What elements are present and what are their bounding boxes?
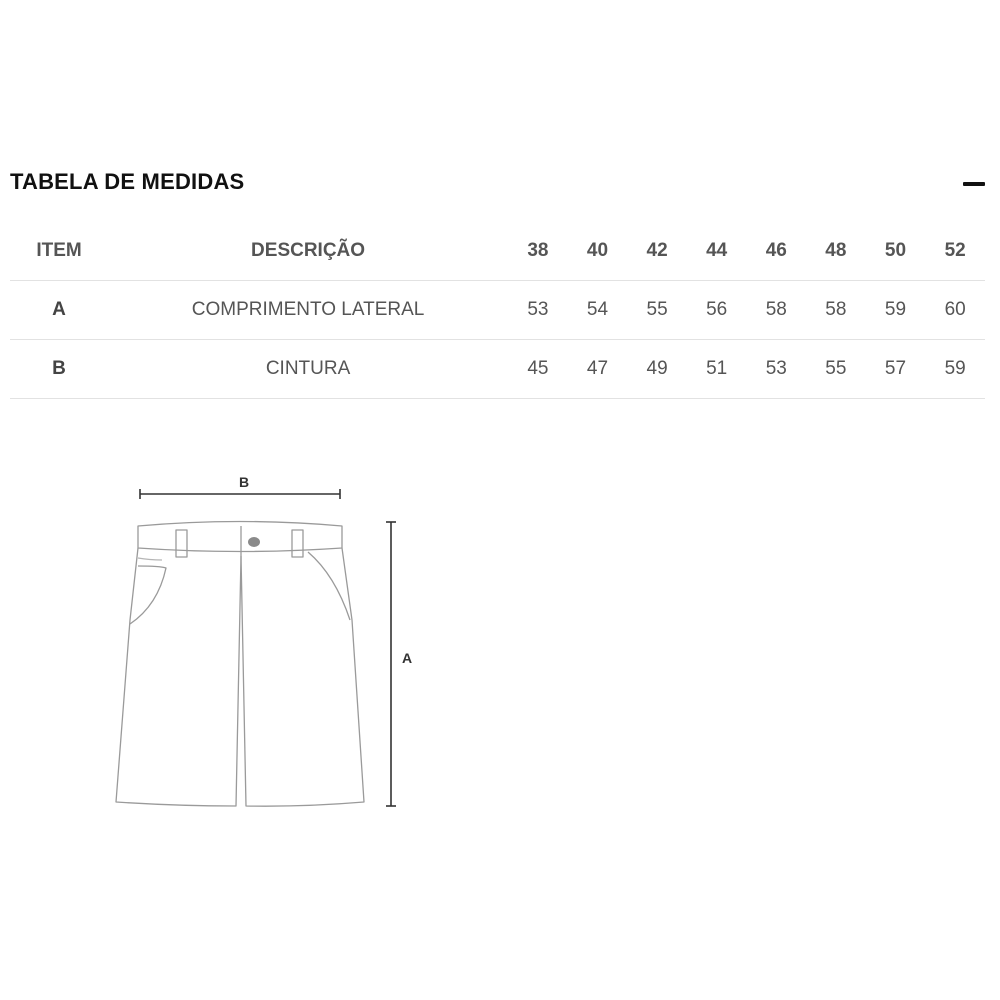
table-cell: 57 xyxy=(866,340,926,399)
column-header: 44 xyxy=(687,222,747,281)
shorts-outline xyxy=(116,522,364,807)
table-cell: 53 xyxy=(508,281,568,340)
row-item: A xyxy=(10,281,108,340)
table-cell: 56 xyxy=(687,281,747,340)
size-table xyxy=(10,222,985,399)
table-cell: 45 xyxy=(508,340,568,399)
table-cell: 54 xyxy=(568,281,628,340)
width-label: B xyxy=(238,474,250,490)
column-header: 52 xyxy=(925,222,985,281)
table-cell: 55 xyxy=(627,281,687,340)
length-dimension xyxy=(386,522,412,806)
table-cell: 49 xyxy=(627,340,687,399)
table-cell: 59 xyxy=(866,281,926,340)
table-cell: 47 xyxy=(568,340,628,399)
column-header: 40 xyxy=(568,222,628,281)
column-header: 48 xyxy=(806,222,866,281)
row-description: COMPRIMENTO LATERAL xyxy=(108,281,508,340)
row-description: CINTURA xyxy=(108,340,508,399)
length-label: A xyxy=(401,650,413,666)
table-cell: 58 xyxy=(806,281,866,340)
table-row xyxy=(10,340,985,399)
table-header-row xyxy=(10,222,985,281)
table-cell: 51 xyxy=(687,340,747,399)
table-cell: 55 xyxy=(806,340,866,399)
minus-icon[interactable] xyxy=(963,182,985,186)
shorts-diagram xyxy=(100,460,440,820)
button-icon xyxy=(248,537,260,547)
width-dimension xyxy=(140,474,340,499)
table-cell: 60 xyxy=(925,281,985,340)
row-item: B xyxy=(10,340,108,399)
table-row xyxy=(10,281,985,340)
table-cell: 59 xyxy=(925,340,985,399)
column-header: 50 xyxy=(866,222,926,281)
column-header: 38 xyxy=(508,222,568,281)
column-header: 42 xyxy=(627,222,687,281)
table-cell: 58 xyxy=(746,281,806,340)
page-title: TABELA DE MEDIDAS xyxy=(10,169,245,194)
table-cell: 53 xyxy=(746,340,806,399)
column-header: 46 xyxy=(746,222,806,281)
column-header: ITEM xyxy=(10,222,108,281)
size-table-header xyxy=(10,166,985,200)
shorts-illustration xyxy=(100,460,440,820)
column-header: DESCRIÇÃO xyxy=(108,222,508,281)
